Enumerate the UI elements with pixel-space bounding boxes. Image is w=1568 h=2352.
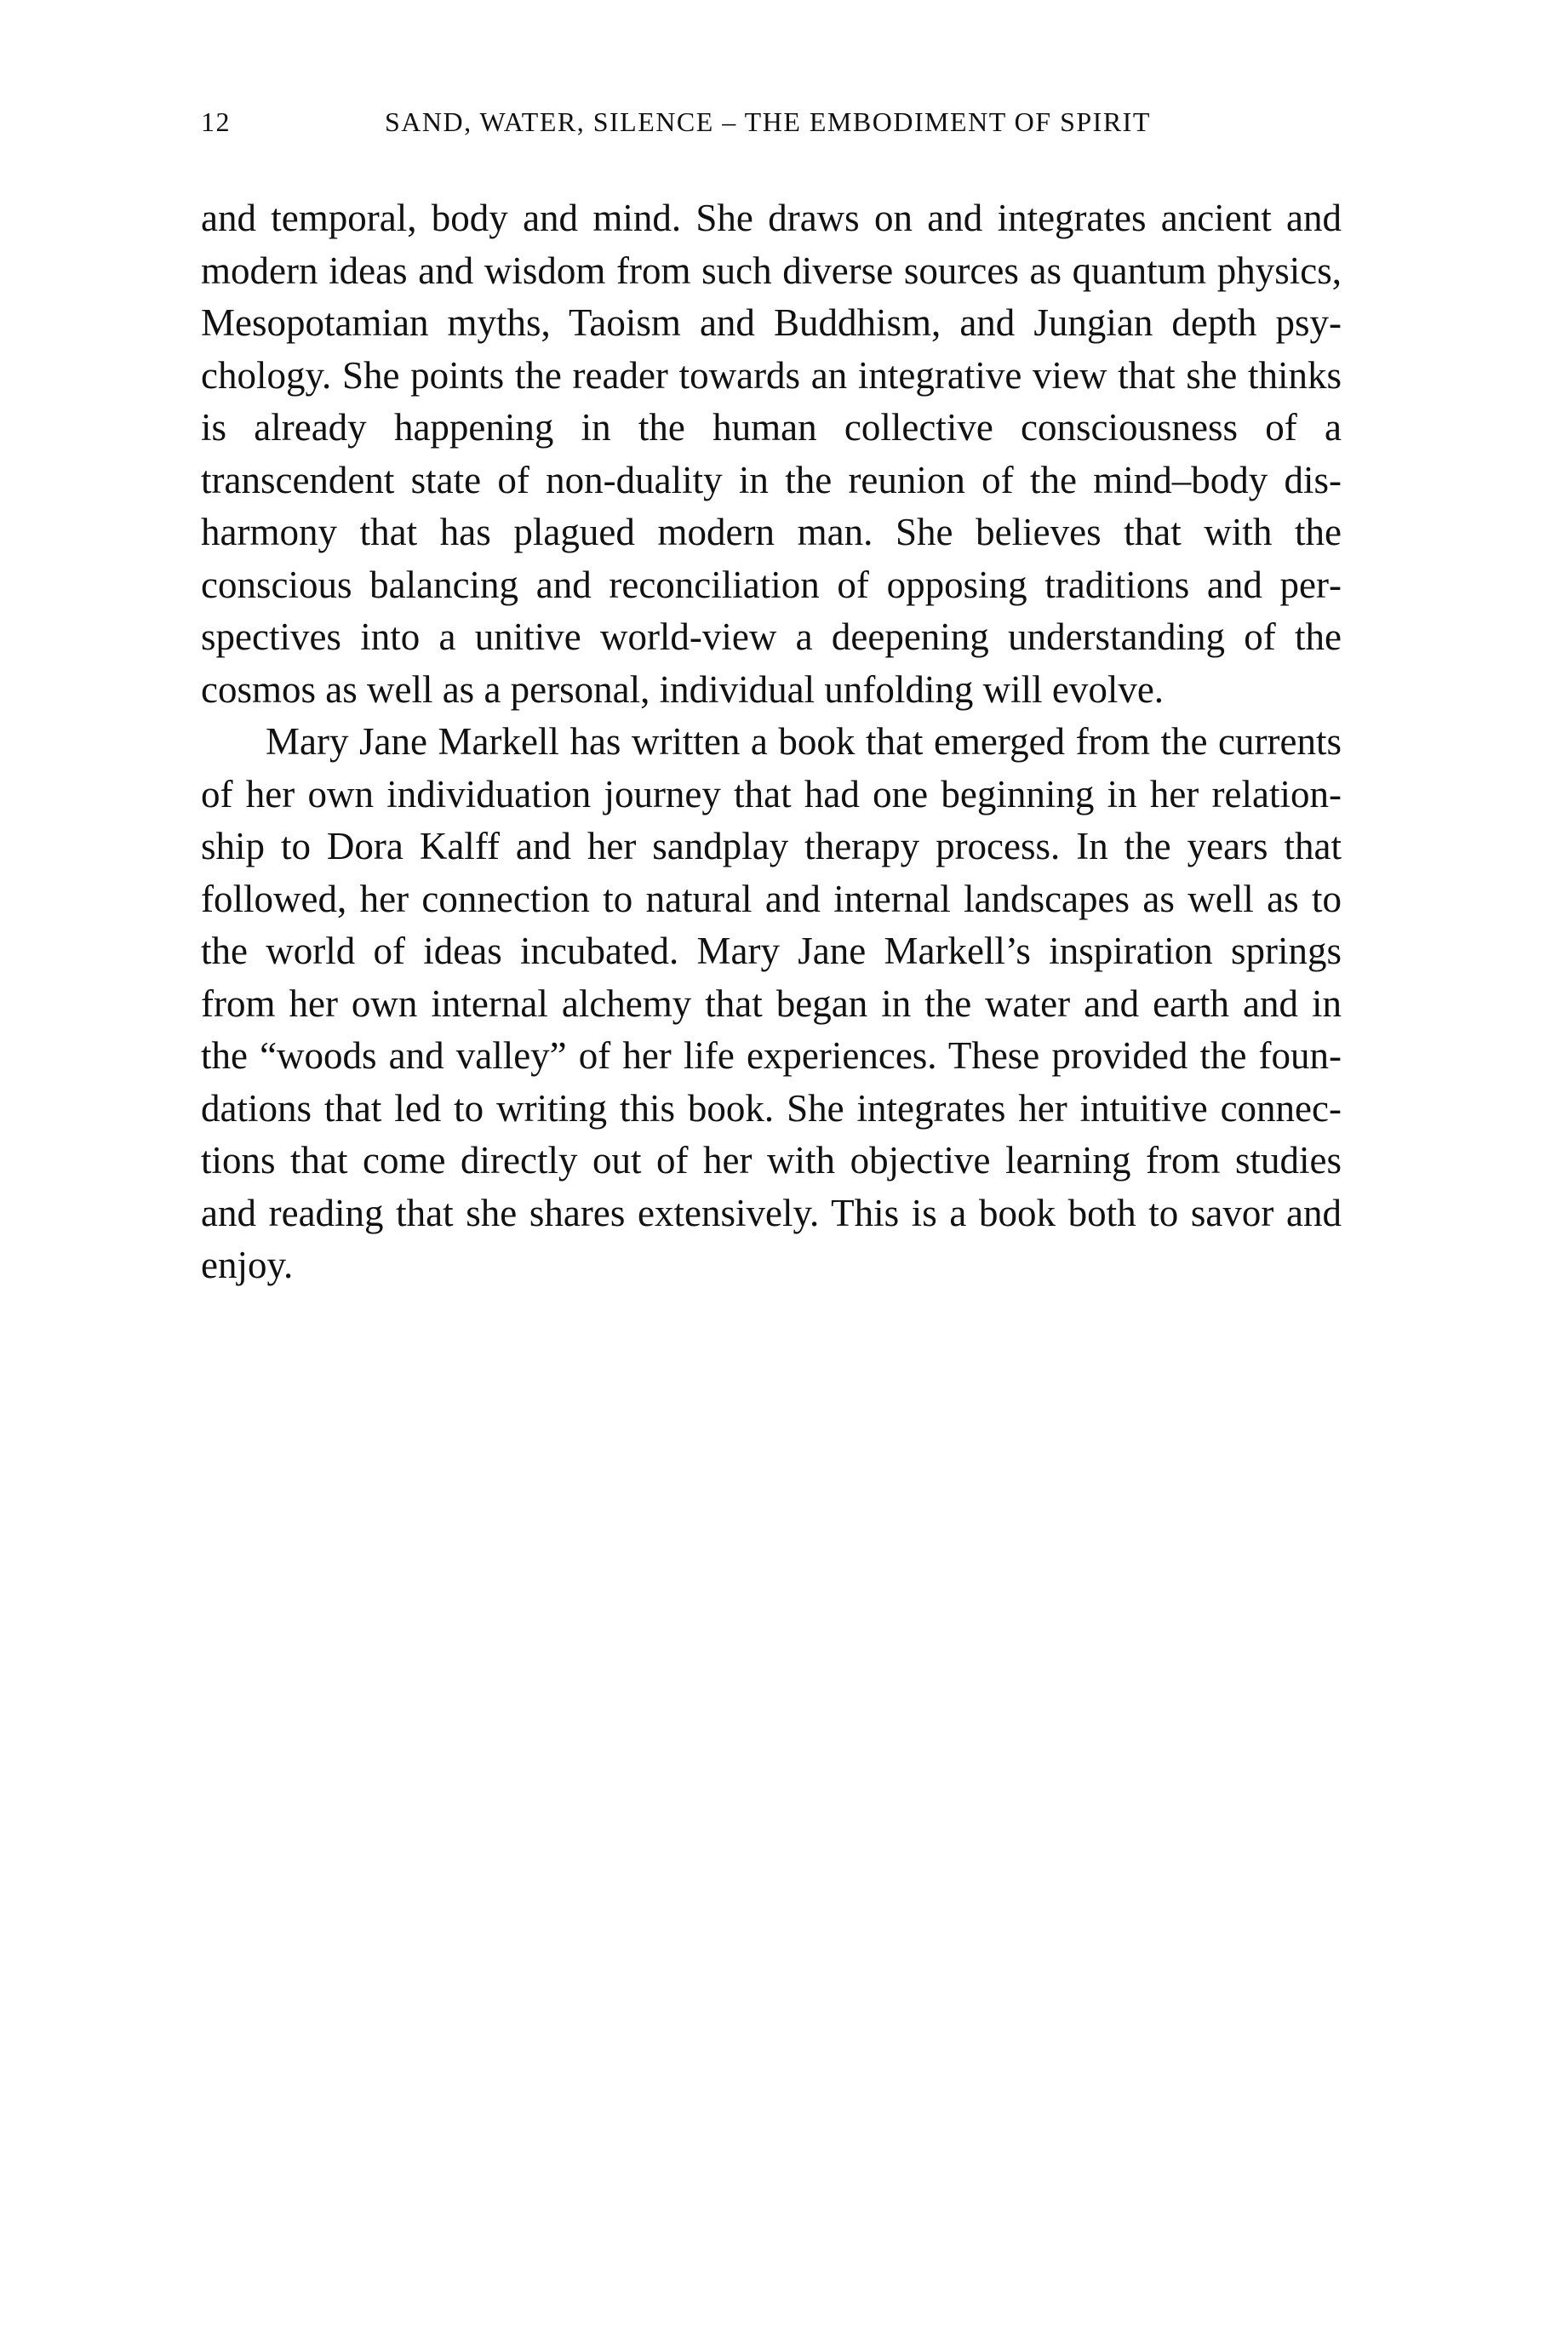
page-number: 12: [201, 106, 231, 137]
running-head: [201, 100, 1342, 143]
running-title: SAND, WATER, SILENCE – THE EMBODIMENT OF SPIRIT: [385, 106, 1151, 137]
paragraph-continued: and temporal, body and mind. She draws on and integrates ancient and modern ideas and wisdom from such diverse sources as quantum physics, Mesopotamian myths, Taoism and Buddhism, and Jungian depth psychology. She points the reader towards an integrative view that she thinks is already happening in the human collective consciousness of a transcendent state of non-duality in the reunion of the mind–body disharmony that has plagued modern man. She believes that with the conscious balancing and reconciliation of opposing traditions and perspectives into a unitive world-view a deepening understanding of the cosmos as well as a personal, individual unfolding will evolve.: [201, 197, 1342, 711]
body-text: [201, 192, 1342, 1292]
paragraph: Mary Jane Markell has written a book that emerged from the currents of her own individuation journey that had one beginning in her relationship to Dora Kalff and her sandplay therapy process. In the years that followed, her connection to natural and internal landscapes as well as to the world of ideas incubated. Mary Jane Markell’s inspiration springs from her own internal alchemy that began in the water and earth and in the “woods and valley” of her life experiences. These provided the foundations that led to writing this book. She integrates her intuitive connections that come directly out of her with objective learning from studies and reading that she shares extensively. This is a book both to savor and enjoy.: [201, 720, 1342, 1286]
